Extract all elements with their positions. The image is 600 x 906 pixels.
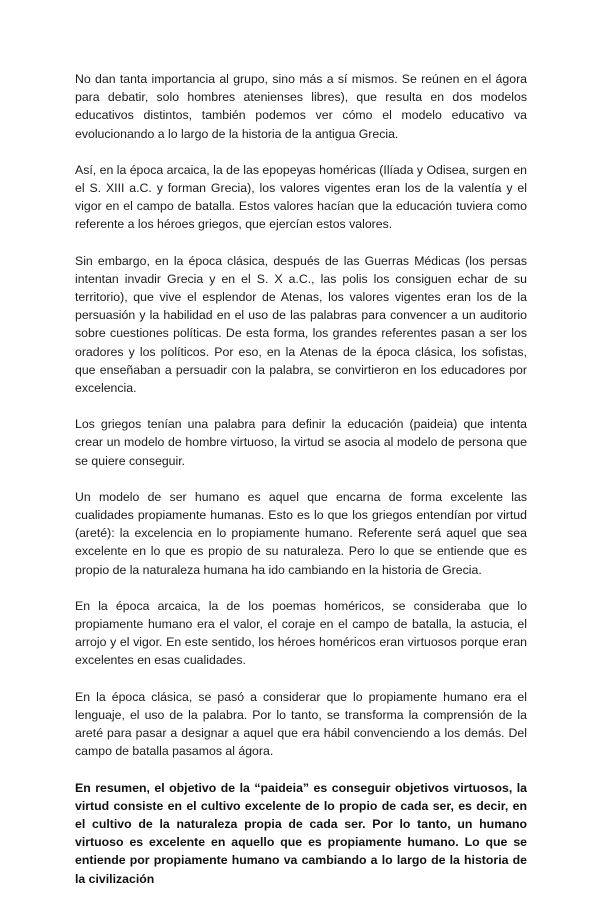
- paragraph-homeric-virtue: En la época arcaica, la de los poemas homéricos, se consideraba que lo propiamente humano era el valor, el coraje en el campo de batalla, la astucia, el arrojo y el vigor. En este sentido, los héroes homéricos eran virtuosos porque eran excelentes en esas cualidades.: [75, 598, 527, 668]
- paragraph-summary: En resumen, el objetivo de la “paideia” es conseguir objetivos virtuosos, la virtud consiste en el cultivo excelente de lo propio de cada ser, es decir, en el cultivo de la naturaleza propia de cada ser. Por lo tanto, un humano virtuoso es excelente en aquello que es propiamente humano. Lo que se entiende por propiamente humano va cambiando a lo largo de la historia de la civilización: [75, 780, 527, 886]
- paragraph-archaic-era: Así, en la época arcaica, la de las epopeyas homéricas (Ilíada y Odisea, surgen en el S. XIII a.C. y forman Grecia), los valores vigentes eran los de la valentía y el vigor en el campo de batalla. Estos valores hacían que la educación tuviera como referente a los héroes griegos, que ejercían estos valores.: [75, 162, 527, 232]
- document-page: [75, 70, 527, 906]
- paragraph-intro: No dan tanta importancia al grupo, sino más a sí mismos. Se reúnen en el ágora para debatir, solo hombres atenienses libres), que resulta en dos modelos educativos distintos, también podemos ver cómo el modelo educativo va evolucionando a lo largo de la historia de la antigua Grecia.: [75, 72, 527, 141]
- paragraph-classical-era: Sin embargo, en la época clásica, después de las Guerras Médicas (los persas intentan invadir Grecia y en el S. X a.C., las polis los consiguen echar de su territorio), que vive el esplendor de Atenas, los valores vigentes eran los de la persuasión y la habilidad en el uso de las palabras para convencer a un auditorio sobre cuestiones políticas. De esta forma, los grandes referentes pasan a ser los oradores y los políticos. Por eso, en la Atenas de la época clásica, los sofistas, que enseñaban a persuadir con la palabra, se convirtieron en los educadores por excelencia.: [75, 253, 527, 396]
- paragraph-arete: Un modelo de ser humano es aquel que encarna de forma excelente las cualidades propiamente humanas. Esto es lo que los griegos entendían por virtud (areté): la excelencia en lo propiamente humano. Referente será aquel que sea excelente en lo que es propio de su naturaleza. Pero lo que se entiende que es propio de la naturaleza humana ha ido cambiando en la historia de Grecia.: [75, 489, 527, 577]
- paragraph-classical-virtue: En la época clásica, se pasó a considerar que lo propiamente humano era el lenguaje, el uso de la palabra. Por lo tanto, se transforma la comprensión de la areté para pasar a designar a aquel que era hábil convenciendo a los demás. Del campo de batalla pasamos al ágora.: [75, 689, 527, 759]
- paragraph-paideia: Los griegos tenían una palabra para definir la educación (paideia) que intenta crear un modelo de hombre virtuoso, la virtud se asocia al modelo de persona que se quiere conseguir.: [75, 417, 527, 468]
